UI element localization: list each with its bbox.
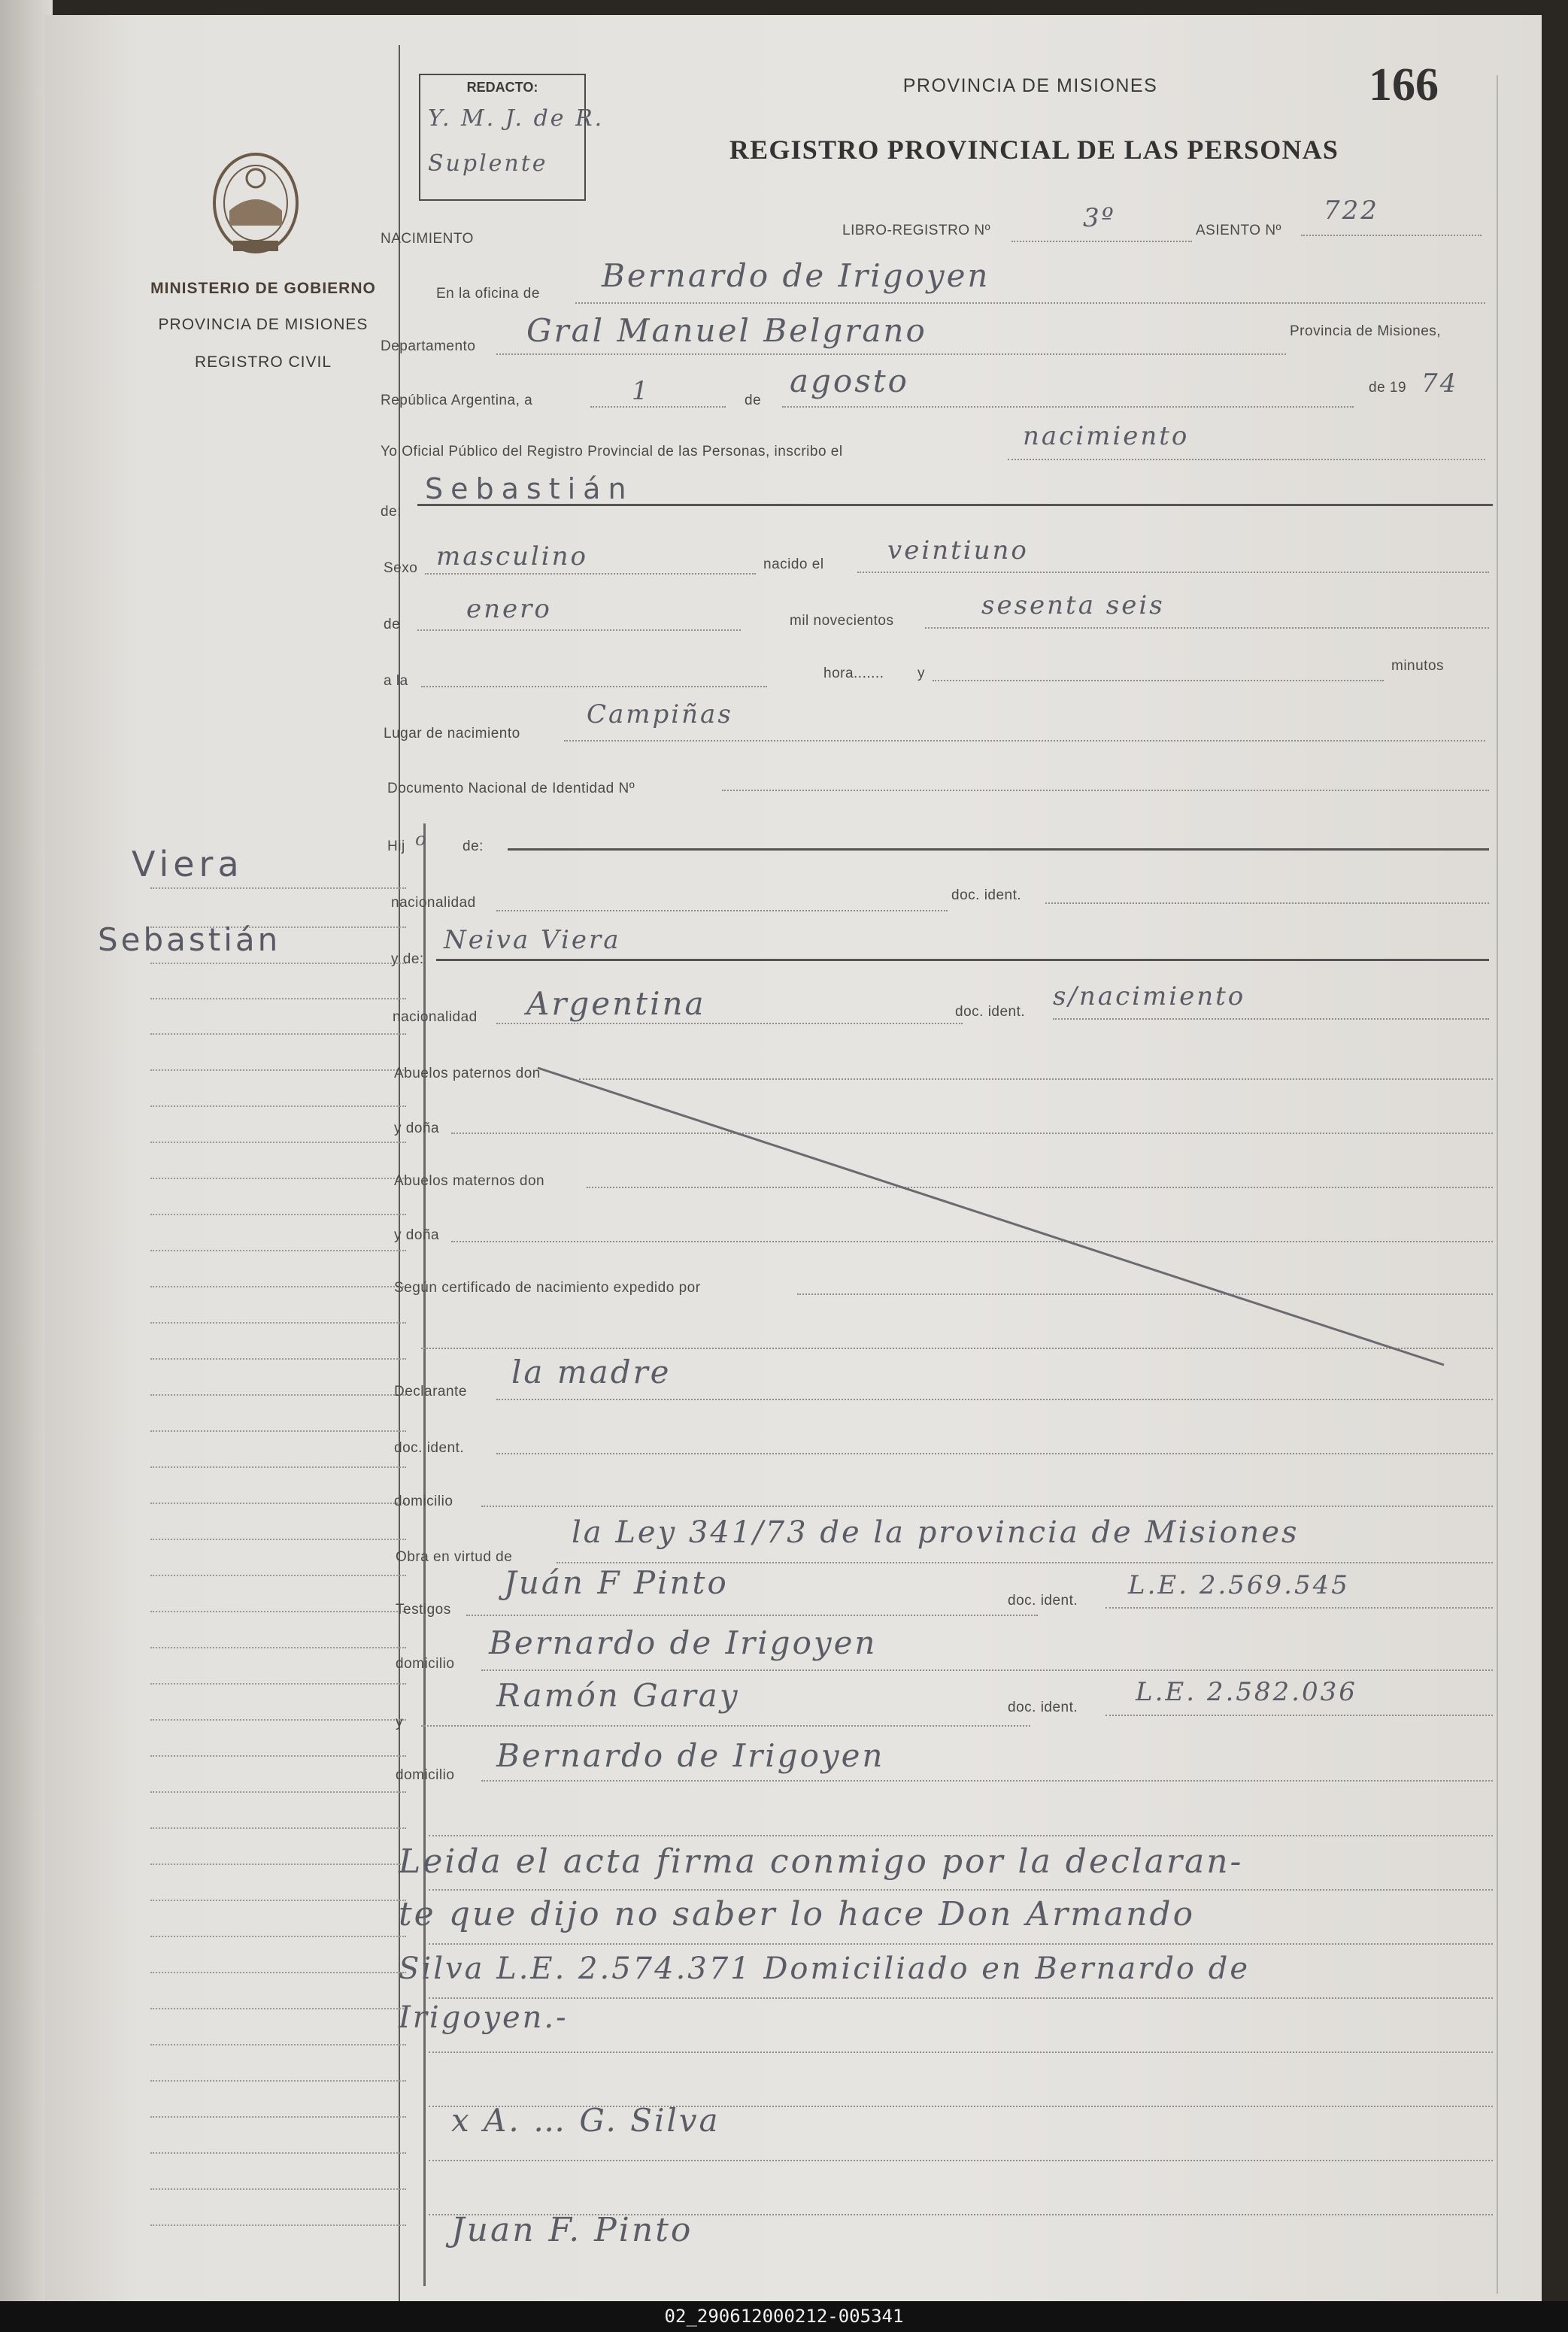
label-doc-ident3: doc. ident. (394, 1440, 465, 1456)
label-republica: República Argentina, a (381, 393, 533, 408)
stub-line (150, 1826, 406, 1829)
label-y: y (917, 666, 925, 681)
value-doc-madre: s/nacimiento (1053, 981, 1246, 1011)
header-province: PROVINCIA DE MISIONES (902, 75, 1158, 96)
stub-line (150, 2079, 406, 2082)
line-domicilio3 (481, 1779, 1493, 1782)
label-libro: LIBRO-REGISTRO Nº (842, 223, 991, 238)
label-testigos: Testigos (396, 1602, 451, 1618)
value-nacionalidad-madre: Argentina (526, 985, 706, 1022)
label-doc-ident4: doc. ident. (1008, 1593, 1078, 1609)
label-y-dona: y doña (394, 1121, 440, 1136)
label-a-la: a la (384, 673, 408, 689)
label-oficina: En la oficina de (436, 286, 540, 302)
stub-line (150, 2187, 406, 2190)
register-page (45, 15, 1542, 2301)
value-domicilio-testigo2: Bernardo de Irigoyen (496, 1737, 885, 1774)
label-domicilio: domicilio (394, 1494, 453, 1509)
label-de: de (745, 393, 762, 408)
label-hijo: Hij (387, 838, 405, 854)
value-lugar: Campiñas (587, 699, 733, 729)
label-nacionalidad: nacionalidad (391, 895, 476, 911)
line-domicilio (481, 1504, 1493, 1507)
label-departamento: Departamento (381, 338, 476, 354)
label-domicilio3: domicilio (396, 1767, 455, 1783)
label-nacimiento: NACIMIENTO (381, 231, 474, 247)
stub-line (150, 1645, 406, 1648)
stub-line (150, 1934, 406, 1937)
signature-2: Juan F. Pinto (451, 2211, 693, 2249)
note-line-1: Leida el acta firma conmigo por la declaran- (399, 1842, 1244, 1881)
note-line-3: Silva L.E. 2.574.371 Domiciliado en Bernardo de (399, 1951, 1250, 1986)
line-testigo2 (421, 1724, 1030, 1727)
image-id-text: 02_290612000212-005341 (664, 2306, 904, 2327)
note-line (429, 2158, 1493, 2161)
value-obra: la Ley 341/73 de la provincia de Misiones (572, 1515, 1300, 1550)
note-line (429, 1888, 1493, 1891)
stub-line (150, 2115, 406, 2118)
label-doc-ident2: doc. ident. (955, 1004, 1026, 1020)
value-doc-testigo2: L.E. 2.582.036 (1136, 1677, 1357, 1707)
stub-line (150, 1682, 406, 1685)
value-nacido-el: veintiuno (887, 535, 1029, 566)
stub-line (150, 1970, 406, 1973)
label-segun: Según certificado de nacimiento expedido por (394, 1280, 701, 1296)
stub-given-name: Sebastián (98, 921, 281, 958)
label-abuelos-maternos: Abuelos maternos don (394, 1173, 545, 1189)
label-y-de: y de: (391, 951, 424, 967)
note-line-2: te que dijo no saber lo hace Don Armando (399, 1895, 1196, 1933)
redacto-title: REDACTO: (466, 80, 538, 95)
label-dni: Documento Nacional de Identidad Nº (387, 781, 635, 796)
ministry-title: MINISTERIO DE GOBIERNO (150, 280, 376, 297)
label-nacido-el: nacido el (763, 556, 824, 572)
value-hijo-suffix: o (415, 829, 429, 850)
strike-line (45, 15, 1542, 1406)
label-de-19: de 19 (1369, 380, 1407, 396)
line-testigo1 (466, 1613, 1038, 1616)
signature-1: x A. … G. Silva (451, 2102, 720, 2139)
stub-line (150, 1754, 406, 1757)
page-number: 166 (1369, 59, 1439, 111)
stub-line (150, 1718, 406, 1721)
value-testigo2: Ramón Garay (496, 1677, 740, 1714)
value-libro: 3º (1083, 203, 1116, 233)
value-asiento: 722 (1324, 196, 1379, 226)
image-id-bar (0, 2301, 1568, 2332)
value-mes: agosto (790, 362, 909, 399)
value-inscribo: nacimiento (1023, 421, 1190, 451)
value-madre: Neiva Viera (444, 925, 621, 955)
label-de-colon: de: (381, 504, 402, 520)
line-declarante (496, 1397, 1493, 1400)
value-anio: 74 (1421, 368, 1459, 399)
redacto-initials: Y. M. J. de R. (428, 105, 605, 132)
label-doc-ident5: doc. ident. (1008, 1700, 1078, 1715)
value-doc-testigo1: L.E. 2.569.545 (1128, 1570, 1350, 1600)
label-doc-ident: doc. ident. (951, 887, 1022, 903)
stub-line (150, 1898, 406, 1901)
value-sexo: masculino (436, 541, 589, 572)
label-de2: de (384, 617, 401, 632)
value-nombre: Sebastián (425, 472, 634, 505)
value-oficina: Bernardo de Irigoyen (602, 257, 990, 294)
label-hijo-de: de: (463, 838, 484, 854)
stub-line (150, 2151, 406, 2154)
line-doc-testigo1 (1105, 1606, 1493, 1609)
value-mes-nac: enero (466, 594, 552, 624)
label-y2: y (396, 1715, 403, 1730)
label-lugar: Lugar de nacimiento (384, 726, 520, 741)
label-declarante: Declarante (394, 1384, 467, 1400)
stub-line (150, 1429, 406, 1432)
stub-line (150, 1573, 406, 1576)
value-anio-nac: sesenta seis (981, 590, 1165, 620)
label-domicilio2: domicilio (396, 1656, 455, 1672)
value-testigo1: Juán F Pinto (504, 1564, 729, 1601)
stub-surname: Viera (132, 844, 244, 884)
note-line-4: Irigoyen.- (399, 2000, 569, 2035)
stub-line (150, 1537, 406, 1540)
label-mil-novecientos: mil novecientos (790, 613, 894, 629)
label-yo-oficial: Yo Oficial Público del Registro Provincial de las Personas, inscribo el (381, 444, 843, 459)
redacto-role: Suplente (428, 150, 548, 177)
value-departamento: Gral Manuel Belgrano (526, 312, 927, 349)
line-obra (557, 1560, 1493, 1563)
stub-province: PROVINCIA DE MISIONES (158, 316, 368, 333)
note-line (429, 1942, 1493, 1945)
stub-line (150, 1862, 406, 1865)
line-domicilio2 (481, 1668, 1493, 1671)
note-line (429, 1833, 1493, 1836)
label-asiento: ASIENTO Nº (1196, 223, 1281, 238)
line-doc-testigo2 (1105, 1713, 1493, 1716)
label-provincia-misiones: Provincia de Misiones, (1290, 323, 1442, 339)
stub-line (150, 1501, 406, 1504)
header-registry: REGISTRO PROVINCIAL DE LAS PERSONAS (729, 135, 1339, 165)
stub-line (150, 1465, 406, 1468)
stub-line (150, 1790, 406, 1793)
label-obra: Obra en virtud de (396, 1549, 513, 1565)
stub-office: REGISTRO CIVIL (194, 353, 332, 371)
label-sexo: Sexo (384, 560, 418, 576)
label-y-dona2: y doña (394, 1227, 440, 1243)
line-doc-ident3 (496, 1451, 1493, 1454)
note-line (429, 2050, 1493, 2053)
label-minutos: minutos (1391, 658, 1445, 674)
value-dia: 1 (632, 376, 651, 406)
note-line (429, 1996, 1493, 1999)
label-abuelos-paternos: Abuelos paternos don (394, 1066, 541, 1081)
value-domicilio-testigo1: Bernardo de Irigoyen (489, 1624, 878, 1661)
label-nacionalidad2: nacionalidad (393, 1009, 478, 1025)
stub-line (150, 2006, 406, 2009)
stub-line (150, 2042, 406, 2045)
stub-line (150, 2223, 406, 2226)
stub-line (150, 1609, 406, 1612)
value-declarante: la madre (511, 1354, 672, 1390)
label-hora: hora....... (823, 666, 884, 681)
